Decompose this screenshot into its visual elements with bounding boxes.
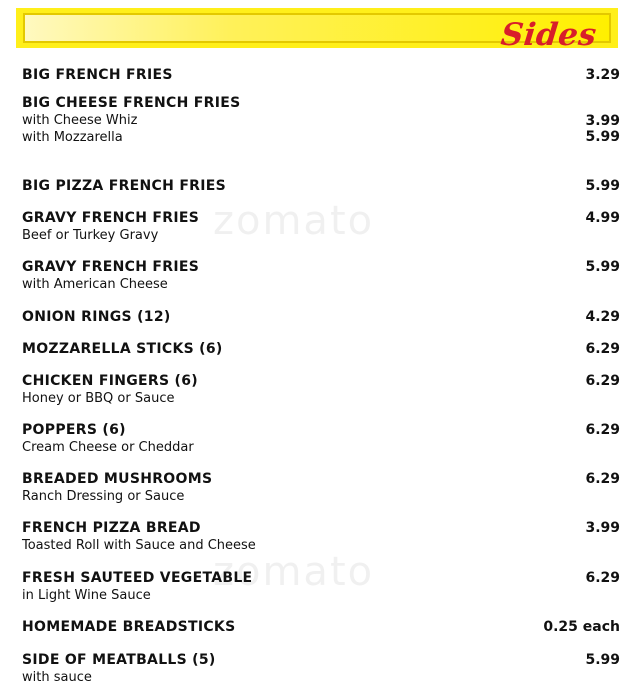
menu-item-french-pizza-bread bbox=[22, 519, 620, 554]
menu-item-poppers bbox=[22, 421, 620, 456]
item-name: BIG FRENCH FRIES bbox=[22, 67, 173, 83]
menu-item-chicken-fingers bbox=[22, 372, 620, 407]
item-price: 6.29 bbox=[585, 341, 620, 357]
item-name: FRESH SAUTEED VEGETABLE bbox=[22, 570, 253, 586]
item-price: 6.29 bbox=[585, 373, 620, 389]
item-name: SIDE OF MEATBALLS (5) bbox=[22, 652, 216, 668]
page-title: Sides bbox=[499, 17, 599, 53]
menu-item-fresh-sauteed-vegetable bbox=[22, 569, 620, 604]
menu-item-big-french-fries bbox=[22, 66, 620, 84]
item-price: 5.99 bbox=[585, 652, 620, 668]
item-name: GRAVY FRENCH FRIES bbox=[22, 210, 200, 226]
item-price: 6.29 bbox=[585, 422, 620, 438]
menu-item-onion-rings bbox=[22, 308, 620, 326]
item-price: 3.29 bbox=[585, 67, 620, 83]
item-option-label: with Mozzarella bbox=[22, 130, 123, 145]
item-name: BIG CHEESE FRENCH FRIES bbox=[22, 95, 241, 111]
item-description: Ranch Dressing or Sauce bbox=[22, 489, 185, 504]
menu-item-gravy-french-fries bbox=[22, 209, 620, 244]
item-price: 4.99 bbox=[585, 210, 620, 226]
menu-item-homemade-breadsticks bbox=[22, 618, 620, 636]
item-description: Cream Cheese or Cheddar bbox=[22, 440, 194, 455]
item-price: 5.99 bbox=[585, 178, 620, 194]
menu-item-big-cheese-french-fries bbox=[22, 94, 620, 146]
item-price: 4.29 bbox=[585, 309, 620, 325]
item-name: POPPERS (6) bbox=[22, 422, 126, 438]
item-option-price: 5.99 bbox=[585, 129, 620, 145]
item-description: Toasted Roll with Sauce and Cheese bbox=[22, 538, 256, 553]
item-name: FRENCH PIZZA BREAD bbox=[22, 520, 201, 536]
item-option-label: with Cheese Whiz bbox=[22, 113, 138, 128]
item-name: GRAVY FRENCH FRIES bbox=[22, 259, 200, 275]
zomato-watermark: zomato bbox=[213, 549, 375, 595]
item-price: 3.99 bbox=[585, 520, 620, 536]
item-name: HOMEMADE BREADSTICKS bbox=[22, 619, 236, 635]
item-name: BREADED MUSHROOMS bbox=[22, 471, 213, 487]
item-name: BIG PIZZA FRENCH FRIES bbox=[22, 178, 227, 194]
item-description: with sauce bbox=[22, 670, 92, 685]
item-price: 5.99 bbox=[585, 259, 620, 275]
item-price: 0.25 each bbox=[543, 619, 620, 635]
item-name: CHICKEN FINGERS (6) bbox=[22, 373, 198, 389]
item-description: with American Cheese bbox=[22, 277, 168, 292]
item-price: 6.29 bbox=[585, 570, 620, 586]
item-name: MOZZARELLA STICKS (6) bbox=[22, 341, 223, 357]
sides-header-frame bbox=[23, 13, 611, 53]
menu-item-mozzarella-sticks bbox=[22, 340, 620, 358]
item-description: in Light Wine Sauce bbox=[22, 588, 151, 603]
item-description: Honey or BBQ or Sauce bbox=[22, 391, 175, 406]
item-price: 6.29 bbox=[585, 471, 620, 487]
sides-header-banner bbox=[16, 8, 618, 53]
menu-item-big-pizza-french-fries bbox=[22, 177, 620, 195]
menu-item-breaded-mushrooms bbox=[22, 470, 620, 505]
item-option-price: 3.99 bbox=[585, 113, 620, 129]
zomato-watermark: zomato bbox=[213, 198, 375, 244]
menu-item-side-of-meatballs bbox=[22, 651, 620, 686]
item-name: ONION RINGS (12) bbox=[22, 309, 171, 325]
item-description: Beef or Turkey Gravy bbox=[22, 228, 159, 243]
menu-item-gravy-french-fries-cheese bbox=[22, 258, 620, 293]
